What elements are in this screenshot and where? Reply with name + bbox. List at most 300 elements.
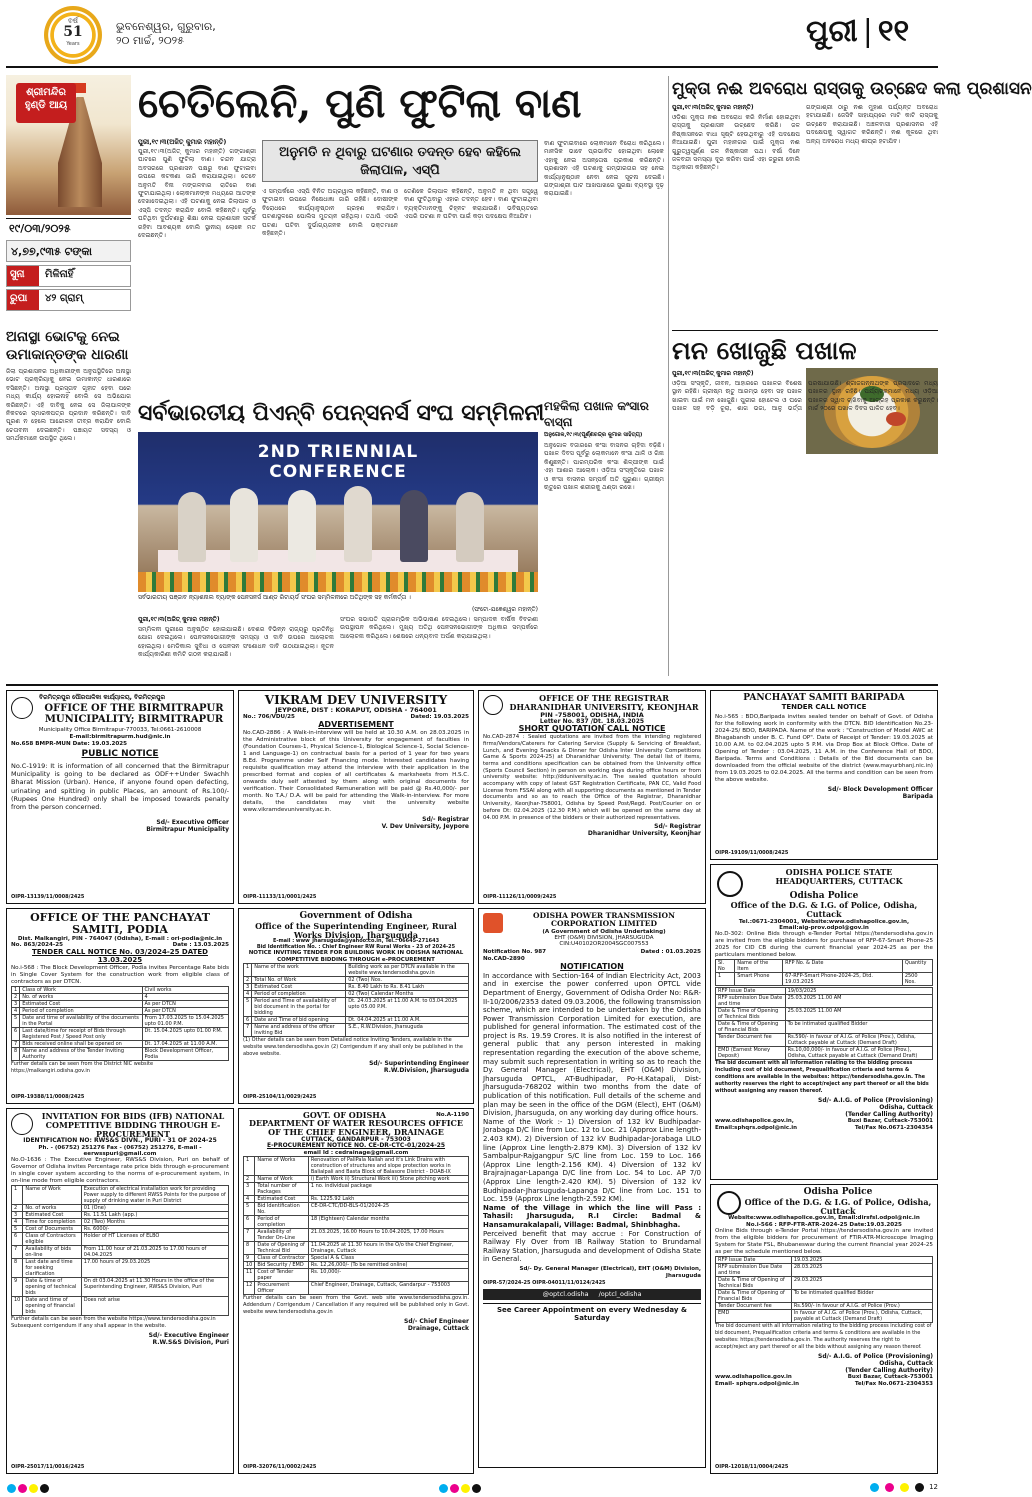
- optcl-social-bar: [483, 1289, 701, 1300]
- cyan-dot: [439, 1484, 448, 1493]
- police1-office: Odisha Police: [789, 890, 859, 901]
- police1-table: [715, 987, 933, 1060]
- magenta-dot: [885, 1483, 894, 1492]
- podia-row: [12, 1040, 229, 1047]
- story2-byline: ପୁରୀ,୧୯।୩(ଅଜିତ୍ କୁମାର ମହାନ୍ତି): [672, 104, 754, 111]
- jharsuguda-cell: Period and Time of availability of bid document in the portal for bidding: [252, 997, 346, 1016]
- rwss-table: [11, 1185, 229, 1316]
- vikram-heading: ADVERTISEMENT: [318, 720, 394, 730]
- person-1: [178, 492, 206, 562]
- drainage-foot: Further details can be seen from the Govt. web site www.tendersodisha.gov.in. Addendum / Corrigendum / Cancellation if any required will be published only in Govt. website www.tendersodisha.gov.in: [243, 1294, 469, 1315]
- jharsuguda-cell: Dt. 04.04.2025 at 11.00 A.M.: [346, 1016, 469, 1023]
- rwss-cell: Name of Work: [23, 1186, 81, 1205]
- podia-row: [12, 993, 229, 1000]
- police1-row: [716, 1008, 933, 1021]
- lead-headline: ଚେତିଲେନି, ପୁଣି ଫୁଟିଲା ବାଣ: [138, 80, 582, 127]
- police1-cell: RFP Issue Date: [716, 988, 786, 995]
- optcl-career-banner: See Career Appointment on every Wednesday & Saturday: [483, 1303, 701, 1322]
- drainage-table: [243, 1156, 469, 1295]
- story3-column: ଜିଲା ପ୍ରଶାସନର ଅଧିକାରୀଙ୍କ ଅନୁପସ୍ଥିତିରେ ଅନାସ୍ଥା ଭୋଟ ପ୍ରକ୍ରିୟାକୁ ନେଇ ଉମାକାନ୍ତ ଧାରଣାରେ ବସିଛନ୍ତି। ଅନାସ୍ଥା ପ୍ରସ୍ତାବ ଗୃହୀତ ହେବା ପରେ ମଧ୍ୟ କାର୍ଯ୍ୟ ହୋଇନାହିଁ ବୋଲି ସେ ଅଭିଯୋଗ କରିଛନ୍ତି। ଏହି ଦାବିକୁ ନେଇ ସେ ଜିଲାପାଳଙ୍କ ନିକଟରେ ସ୍ମାରକପତ୍ର ପ୍ରଦାନ କରିଛନ୍ତି। ଦାବି ପୂରଣ ନ ହେଲେ ଆନ୍ଦୋଳନ ତୀବ୍ର କରାଯିବ ବୋଲି ଚେତାବନୀ ଦେଇଛନ୍ତି। ପଞ୍ଚାୟତ ସଦସ୍ୟ ଓ ସମର୍ଥକମାନେ ଉପସ୍ଥିତ ଥିଲେ।: [6, 368, 131, 443]
- jharsuguda-cell: Dt. 24.03.2025 at 11.00 A.M. to 03.04.2025 upto 05.00 P.M.: [346, 997, 469, 1016]
- story6-column: ଓଡ଼ିଆ ସଂସ୍କୃତି, ଜୀବନ, ଆହାରରେ ପଖାଳର ବିଶେଷ ସ୍ଥାନ ରହିଛି। ଗ୍ରୀଷ୍ମ ଋତୁ ଆରମ୍ଭ ହେବା ସହ ପଖାଳ ଖାଇବା ପାଇଁ ମନ ଖୋଜୁଛି। ପୁରୀର ହୋଟେଲ ଓ ଘରେ ପଖାଳ ସହ ବଡ଼ି ଚୂରା, ଶାଗ ଭଜା, ଆଳୁ ଭର୍ତ୍ତା ପରଷାଯାଉଛି। ଶ୍ରୀଜଗନ୍ନାଥଙ୍କ ପ୍ରସାଦରେ ମଧ୍ୟ ପଖାଳର ସ୍ଥାନ ରହିଛି। ପର୍ଯ୍ୟଟକମାନେ ମଧ୍ୟ ଓଡ଼ିଆ ପଖାଳର ସ୍ୱାଦ ଚାଖିବାକୁ ଆଗ୍ରହ ପ୍ରକାଶ କରୁଛନ୍ତି। ମାର୍ଚ୍ଚ ୨୦ରେ ପଖାଳ ଦିବସ ପାଳିତ ହେବ।: [672, 380, 938, 413]
- podia-cell: 6: [12, 1027, 20, 1040]
- story2-column-1: ଓଡ଼ିଶା ମୁକ୍ତା ନଈ ଅବରୋଧ କରି ନିର୍ମାଣ ହୋଇଥିବା ରାସ୍ତାକୁ ପ୍ରଶାସନ ଉଚ୍ଛେଦ କରିଛି। ଜଳ ନିଷ୍କାସନରେ ବାଧା ସୃଷ୍ଟି ହେଉଥିବାରୁ ଏହି ପଦକ୍ଷେପ ନିଆଯାଇଛି। ପୁରୀ ମହାନଗର ପାଇଁ ମୁକ୍ତା ନଈ ଗୁରୁତ୍ୱପୂର୍ଣ୍ଣ ଜଳ ନିଷ୍କାସନ ପଥ। ବର୍ଷା ଦିନେ ଜଳବନ୍ଦୀ ସମସ୍ୟା ଦୂର କରିବା ପାଇଁ ଏହା ଜରୁରୀ ବୋଲି ଅଧିକାରୀ କହିଛନ୍ତି।: [672, 114, 800, 172]
- police2-tel: Tel/Fax No.0671-2304353: [854, 1380, 933, 1387]
- masthead: [0, 0, 945, 64]
- rwss-row: [12, 1186, 229, 1205]
- police2-sign3: (Tender Calling Authority): [845, 1366, 933, 1374]
- podia-heading: TENDER CALL NOTICE No. 03/2024-25 DATED 13.03.2025: [32, 948, 208, 965]
- section-label: ପୁରୀ | ୧୧: [806, 14, 910, 49]
- lead-byline: ପୁରୀ,୧୯।୩(ଅଜିତ୍ କୁମାର ମହାନ୍ତି): [138, 138, 227, 146]
- drainage-cell: Name of Works: [255, 1156, 308, 1175]
- podia-cell: Period of completion: [20, 1007, 142, 1014]
- ad-optcl: [478, 908, 706, 1468]
- story5-column: ଅନୁଗୋଳ ବଜାରରେ କଂସା ବାସନର ଚାହିଦା ବଢ଼ିଛି। ପଖାଳ ଦିବସ ପୂର୍ବରୁ ଲୋକମାନେ କଂସା ଥାଳି ଓ ଗିନା କିଣୁଛନ୍ତି। ପାରମ୍ପରିକ କଂସା ଶିଳ୍ପୀଙ୍କ ପାଇଁ ଏହା ଆଶାର ଆଲୋକ। ଓଡ଼ିଆ ସଂସ୍କୃତିରେ ପଖାଳ ଓ କଂସା ବାସନର ସମ୍ପର୍କ ଅତି ପୁରୁଣା। ଗ୍ରୀଷ୍ମ ଋତୁରେ ପଖାଳ ଶରୀରକୁ ଥଣ୍ଡା ରଖେ।: [544, 442, 664, 492]
- police1-cell: 19/03/2025: [785, 988, 932, 995]
- police2-row: [716, 1276, 933, 1289]
- gold-value: ମିଳିନାହିଁ: [45, 269, 74, 280]
- story5-headline: ମହକିଲା ପଖାଳ କଂସାର ବାସ୍ନା: [544, 399, 649, 429]
- jharsuguda-cell: Estimated Cost: [252, 983, 346, 990]
- person-6: [456, 492, 484, 562]
- rwss-cell: Class of Contractors eligible: [23, 1233, 81, 1246]
- jharsuguda-cell: 1: [244, 963, 252, 976]
- rwss-cell: 1: [12, 1186, 23, 1205]
- podia-cell: Estimated Cost: [20, 1000, 142, 1007]
- rwss-row: [12, 1219, 229, 1226]
- drainage-row: [244, 1254, 469, 1261]
- gold-row: [6, 265, 131, 287]
- drainage-row: [244, 1156, 469, 1175]
- jharsuguda-row: [244, 983, 469, 990]
- podia-row: [12, 986, 229, 993]
- police1-body: No.D-302: Online Bids through e-Tender Portal https://tendersodisha.gov.in are invited from the eligible bidders for purchase of RFP-67-Smart Phone-25 2025 for CID CB during the current financial year 2024-25 as per the particulars mentioned below.: [715, 931, 933, 959]
- optcl-body: In accordance with Section-164 of Indian Electricity Act, 2003 and in exercise the power conferred upon OPTCL vide Department of Energy, Government of Odisha Order No: R&R-II-10/2006/2353 dated 09.03.2006, the following transmission scheme, which are intended to be undertaken by the Odisha Power Transmission Corporation Limited for execution, are published for general information. The estimated cost of the project is Rs. 19.59 Crores. It is also notified in the interest of general public that any person interested in making representation regarding the execution of the above scheme, may submit such representation in writing so as to reach the Dy. General Manager (Electrical), EHT (O&M) Division, Jharsuguda OPTCL, AT-Budhipadar, Po-H.Katapali, Dist-Jharsuguda-768202 within two months from the date of publication of this notification. Full details of the scheme and plan may be seen in the office of the DGM (Elect), EHT (O&M) Division, Jharsuguda, on any working day during office hours.: [483, 971, 701, 1118]
- rwss-cell: Date & time of opening of technical bids: [23, 1278, 81, 1297]
- rwss-emblem-icon: [11, 1113, 33, 1135]
- police1-cell: Tender Document fee: [716, 1034, 786, 1047]
- dharanidhar-body: No.CAD-2874 : Sealed quotations are invited from the intending registered firms/Vendors/Caterers for Catering Service (Supply & Servicing of Breakfast, Lunch, and Evening Snacks & Dinner for Odisha Inter University Competitions Game & Sports 2024-25) at Dharanidhar University. The detail list of items, terms and conditions specification can be obtained from the University office (Sports Council Section) in person on working days during office hours or from university website: http://dduniversity.ac.in. The sealed quotation should accompany with copy of latest GST Registration Certificate, PAN CC, Valid Food License from FSSAI along with all supporting documents as mentioned in Tender documents and so as to reach the Office of the Registrar, Dharanidhar University, Keonjhar-758001, Odisha by Speed Post/Regd. Post/Courier on or before Dt: 02.04.2025 (12.30 P.M.) which will be opened on the same day at 04.00 P.M. in presence of the bidders or their authorized representatives.: [483, 734, 701, 821]
- police2-cell: Tender Document fee: [716, 1302, 792, 1309]
- optcl-benefit: Perceived benefit that may accrue : For Construction of Railway Fly Over from IB Railway Station to Brundamal Railway Station, Jharsuguda and development of Odisha State in General.: [483, 1229, 701, 1264]
- rwss-cell: Rs. 11.51 Lakh (app.): [81, 1212, 228, 1219]
- drainage-cell: 11: [244, 1268, 255, 1281]
- drainage-code: OIPR-32076/11/0002/2425: [243, 1464, 317, 1470]
- person-5: [400, 490, 428, 562]
- podia-row: [12, 1000, 229, 1007]
- jharsuguda-title: Government of Odisha: [299, 911, 413, 921]
- drainage-sign: Sd/- Chief Engineer: [404, 1317, 469, 1325]
- drainage-row: [244, 1175, 469, 1182]
- rwss-cell: Last date and time for seeking clarification: [23, 1259, 81, 1278]
- drainage-cell: Chief Engineer, Drainage, Cuttack, Gandarpur - 753003: [308, 1281, 468, 1294]
- birmitrapur-code: OIPR-13139/11/0008/2425: [11, 894, 85, 900]
- silver-row: [6, 289, 131, 311]
- drainage-cell: 5: [244, 1202, 255, 1215]
- podia-date: Date : 13.03.2025: [172, 942, 229, 949]
- optcl-ref: Notification No. 987: [483, 948, 546, 955]
- optcl-work: Name of the Work :- 1) Diversion of 132 kV Budhipadar-Jorabaga D/C line from Loc. 12 to Loc. 21 (Approx Line length-2.403 KM). 2) Diversion of 132 kV Budhipadar-Jorabaga LILO line (Approx Line length-2.879 KM). 3) Diversion of 132 kV Sambalpur-Rajgangpur S/C line from Loc. 159 to Loc. 166 (Approx Line length-2.156 KM). 4) Diversion of 132 kV Brajrajnagar-Lapanga D/C line from Loc. 54 to Loc. AP 7/0 (Approx Line length-2.420 KM). 5) Diversion of 132 kV Budhipadar-Jharsuguda-Lapanga D/C line from Loc. 151 to Loc. 159 (Approx Line length-2.592 KM).: [483, 1117, 701, 1204]
- optcl-code: OIPR-57/2024-25 OIPR-04011/11/0124/2425: [483, 1279, 606, 1286]
- person-2: [230, 488, 258, 562]
- police1-item-cell: 2500 Nos.: [902, 973, 932, 986]
- jharsuguda-cell: 5: [244, 997, 252, 1016]
- drainage-cell: Procurement Officer: [255, 1281, 308, 1294]
- police1-item-cell: Name of the Item: [735, 960, 783, 973]
- jharsuguda-table: [243, 963, 469, 1037]
- podia-cell: Block Development Officer, Podia: [142, 1047, 228, 1060]
- lead-divider: [668, 76, 669, 676]
- police2-cell: RFP submission Due Date and time: [716, 1263, 792, 1276]
- police1-item-cell: Smart Phone: [735, 973, 783, 986]
- vikram-ref: No.: 706/VDU/25: [243, 714, 295, 721]
- dharanidhar-sub: PIN -758001, ODISHA, INDIA: [540, 710, 644, 719]
- police2-webemail: Email- sphqrs.odpol@nic.in: [715, 1380, 800, 1387]
- drainage-cell: Bid Identification No.: [255, 1202, 308, 1215]
- baripada-sign: Sd/- Block Development Officer: [827, 785, 933, 793]
- birmitrapur-body: No.C-1919: It is information of all concerned that the Birmitrapur Municipality is going to be declared as ODF++Under Swachh Bharat Mission (Urban). Hence, if anyone found open defecting, urinating and spitting in public Places, an amount of Rs.100/- (Rupees One Hundred) only shall be imposed towards penalty from the person concerned.: [11, 761, 229, 811]
- optcl-title: ODISHA POWER TRANSMISSION CORPORATION LIMITED: [533, 911, 675, 929]
- optcl-heading: NOTIFICATION: [560, 961, 624, 971]
- seal-icon: [11, 697, 33, 719]
- baripada-sign2: Baripada: [902, 792, 933, 800]
- jharsuguda-row: [244, 1016, 469, 1023]
- podia-title: OFFICE OF THE PANCHAYAT SAMITI, PODIA: [30, 911, 210, 937]
- vikram-sign: Sd/- Registrar: [422, 816, 469, 824]
- badge-number: 51: [63, 24, 83, 40]
- drainage-row: [244, 1228, 469, 1241]
- drainage-cell: 18 (Eighteen) Calendar months: [308, 1215, 468, 1228]
- drainage-cell: 2: [244, 1175, 255, 1182]
- color-marks-center: [438, 1478, 482, 1497]
- lead-column-1: ପୁରୀ,୧୯।୩(ଅଜିତ୍ କୁମାର ମହାନ୍ତି) ଗଙ୍ଗାଶ୍ରୀ ଘାଟରେ ପୁଣି ଫୁଟିଲା ବାଣ। ଚନ୍ଦନ ଯାତ୍ରା ଅବସରରେ ପ୍ରଶାସନ ପକ୍ଷରୁ ବାଣ ଫୁଟାଇବା ଉପରେ କଟକଣା ଜାରି କରାଯାଇଥିଲା। ତେବେ ଅନୁମତି ବିନା ମଙ୍ଗଳବାର ରାତିରେ ବାଣ ଫୁଟାଯାଇଥିଲା। ଲୋକମାନଙ୍କ ମଧ୍ୟରେ ଆତଙ୍କ ଦେଖାଦେଇଥିଲା। ଏହି ଘଟଣାକୁ ନେଇ ଜିଲାପାଳ ଓ ଏସ୍‌ପି ତଦନ୍ତ କରାଯିବ ବୋଲି କହିଛନ୍ତି। ପୂର୍ବରୁ ଘଟିଥିବା ଦୁର୍ଘଟଣାରୁ ଶିକ୍ଷା ନେଇ ପ୍ରଶାସନ ସତର୍କ ରହିବା ଆବଶ୍ୟକ ବୋଲି ସ୍ଥାନୀୟ ଲୋକେ ମତ ଦେଇଛନ୍ତି।: [138, 148, 256, 240]
- jharsuguda-cell: 6: [244, 1016, 252, 1023]
- police1-cell: Date & Time of Opening of Technical Bids: [716, 1008, 786, 1021]
- police1-cell: RFP submission Due Date and time: [716, 995, 786, 1008]
- drainage-ref: No.A-1190: [436, 1112, 469, 1118]
- baripada-body: No.i-565 : BDO,Baripada invites sealed tender on behalf of Govt. of Odisha for the following work in conformity with the DTCN. BID Identification No.23-2024-25/ BDO, BARIPADA. Name of the work : "Construction of Model AWC at Bhagabandh under B. C. Fund OP". Date of Receipt of Tender: 19.03.2025 at 10.00 A.M. to 02.04.2025 upto 5 P.M. via Drop Box at Block Office. Date of Opening of Tender : 03.04.2025, 11 A.M. in the Conference Hall of BDO, Baripada. Terms and Conditions : Details of the Bid documents can be downloaded from the official website of the district (www.mayurbhanj.nic.in) from 19.03.2025 to 02.04.2025. All the terms and condition can be seen from the above website.: [715, 713, 933, 783]
- police1-cell: Date & Time of Opening of Financial Bids: [716, 1021, 786, 1034]
- ad-police-2: [710, 1184, 938, 1474]
- rwss-cell: 02 (Two) Months: [81, 1219, 228, 1226]
- podia-cell: 4: [12, 1007, 20, 1014]
- drainage-cell: 1 no. individual package: [308, 1182, 468, 1195]
- police2-addr: Buxi Bazar, Cuttack-753001: [847, 1373, 933, 1380]
- lead-column-3: ତେଣିକେ ଜିଲାପାଳ କହିଛନ୍ତି, ଅନୁମତି ନ ଥିବା ସତ୍ତ୍ୱେ ବାଣ ଫୁଟିଥିବାରୁ ଏହାର ତଦନ୍ତ ହେବ। ବାଣ ଫୁଟାଇଥିବା ବ୍ୟକ୍ତିମାନଙ୍କୁ ଚିହ୍ନଟ କରାଯାଉଛି। ଭବିଷ୍ୟତରେ ଏପରି ଘଟଣା ନ ଘଟିବା ପାଇଁ କଡ଼ା ପଦକ୍ଷେପ ନିଆଯିବ।: [404, 188, 538, 221]
- donation-amount: ୪,୭୭,୯୩୫ ଟଙ୍କା: [6, 240, 131, 262]
- police2-body: Online Bids through e-Tender Portal https://tendersodisha.gov.in are invited from the eligible bidders for procurement of FTIR-ATR-Microscope Imaging System for State FSL, Bhubaneswar during the current financial year 2024-25 as per the schedule mentioned below.: [715, 1227, 933, 1255]
- podia-foot: Further details can be seen from the District NIC website https://malkangiri.odisha.gov.in: [11, 1060, 154, 1074]
- black-dot: [40, 1484, 49, 1493]
- birmitrapur-email: E-mail:birmitrapurm.hud@nic.in: [69, 734, 171, 740]
- police1-item-row: [716, 960, 933, 973]
- police2-cell: Date & Time of Opening of Technical Bids: [716, 1276, 792, 1289]
- podia-cell: Name and address of the Tender Inviting Authority: [20, 1047, 142, 1060]
- magenta-dot: [450, 1484, 459, 1493]
- police1-webemail: Email:sphqrs.odpol@nic.in: [715, 1125, 798, 1132]
- masthead-rule: [6, 66, 938, 68]
- ad-rwss: [6, 1108, 234, 1474]
- rwss-cell: 2: [12, 1205, 23, 1212]
- police1-sign2: Odisha, Cuttack: [879, 1104, 933, 1112]
- podia-cell: 4: [142, 993, 228, 1000]
- rwss-contact: Ph. - (06752) 251276 Fax - (06752) 251276, E-mail - eerwsspuri@gmail.com: [38, 1144, 202, 1158]
- rwss-cell: From 11.00 hour of 21.03.2025 to 17.00 hours of 04.04.2025: [81, 1246, 228, 1259]
- drainage-cell: 9: [244, 1254, 255, 1261]
- podia-table: [11, 986, 229, 1061]
- podia-cell: Last date/time for receipt of Bids through Registered Post / Speed Post only: [20, 1027, 142, 1040]
- jharsuguda-cell: 4: [244, 990, 252, 997]
- badge-top-text: ଵର୍ଷ: [68, 17, 78, 25]
- rwss-row: [12, 1212, 229, 1219]
- police2-cell: 29.03.2025: [791, 1276, 932, 1289]
- vikram-sub: JEYPORE, DIST : KORAPUT, ODISHA - 764001: [275, 706, 437, 715]
- drainage-row: [244, 1281, 469, 1294]
- police2-web: www.odishapolice.gov.in: [715, 1373, 792, 1380]
- police1-row: [716, 988, 933, 995]
- university-logo-icon: [483, 695, 503, 715]
- ad-vikram-dev: [238, 690, 474, 904]
- jharsuguda-cell: 7: [244, 1023, 252, 1036]
- podia-cell: Dt. 17.04.2025 at 11.00 A.M.: [142, 1040, 228, 1047]
- jharsuguda-row: [244, 990, 469, 997]
- jharsuguda-row: [244, 1023, 469, 1036]
- drainage-cell: Special A & Class: [308, 1254, 468, 1261]
- temple-donation-box: [6, 75, 131, 323]
- police2-code: OIPR-12018/11/0004/2425: [715, 1464, 789, 1470]
- police2-contact: Website:www.odishapolice.gov.in, Email:dirsfsl.odpol@nic.in: [728, 1215, 920, 1222]
- drainage-cell: Cost of Tender paper: [255, 1268, 308, 1281]
- rwss-row: [12, 1259, 229, 1278]
- jharsuguda-cell: Name of the work: [252, 963, 346, 976]
- drainage-cell: i) Earth Work ii) Structural Work iii) Stone pitching work: [308, 1175, 468, 1182]
- drainage-row: [244, 1241, 469, 1254]
- podia-cell: 8: [12, 1047, 20, 1060]
- drainage-cell: Rs. 10,000/-: [308, 1268, 468, 1281]
- jharsuguda-bid: Bid Identification No. : Chief Engineer RW Rural Works - 23 of 2024-25: [256, 943, 456, 950]
- silver-value: ୪୨ ଗ୍ରାମ୍: [45, 293, 83, 304]
- jharsuguda-code: OIPR-25104/11/0029/2425: [243, 1094, 317, 1100]
- vikram-sign2: V. Dev University, Jeypore: [381, 823, 469, 831]
- rwss-ident: IDENTIFICATION NO: RWS&S DIVN., PURI - 31 OF 2024-25: [23, 1137, 217, 1145]
- police1-cell: Rs.10,00,000/- in favour of A.I.G. of Police (Prov.), Odisha, Cuttack payable at Cuttack (Demand Draft): [785, 1047, 932, 1060]
- drainage-cell: 21.03.2025, 16.00 Hours to 10.04.2025, 17.00 Hours: [308, 1228, 468, 1241]
- podia-cell: 1: [12, 986, 20, 993]
- dateline-day: ଭୁବନେଶ୍ୱର, ଗୁରୁବାର,: [116, 20, 216, 33]
- podia-body: No.i-568 : The Block Development Officer, Podia invites Percentage Rate bids in Single Cover System for the construction work from eligible class of contractors as per DTCN.: [11, 964, 229, 985]
- podia-cell: Class of Work: [20, 986, 142, 993]
- police1-office2: Office of the D.G. & I.G. of Police, Odisha, Cuttack: [730, 900, 918, 920]
- drainage-cell: Estimated Cost: [255, 1195, 308, 1202]
- birmitrapur-sign: Sd/- Executive Officer: [156, 819, 229, 827]
- photo-caption: [138, 594, 538, 602]
- dharanidhar-sign2: Dharanidhar University, Keonjhar: [587, 830, 701, 838]
- ad-baripada: [710, 690, 938, 860]
- lead-column-4: ବାଣ ଫୁଟାଇବାରେ ଲୋକମାନେ ବିରୋଧ କରିଥିଲେ। ମାନସିକ ଭାବେ ପ୍ରଭାବିତ ହୋଇଥିବା ଲୋକେ ଏହାକୁ ନେଇ ଅସନ୍ତୋଷ ପ୍ରକାଶ କରିଛନ୍ତି। ପ୍ରଶାସନ ଏହି ଘଟଣାକୁ ଗମ୍ଭୀରତାର ସହ ନେଇ କାର୍ଯ୍ୟାନୁଷ୍ଠାନ ନେବା ନେଇ ସୂଚନା ଦେଇଛି। ଗଙ୍ଗାଶ୍ରୀ ଘାଟ ଆଖପାଖରେ ସୁରକ୍ଷା ବ୍ୟବସ୍ଥା ଦୃଢ଼ କରାଯାଇଛି।: [544, 140, 664, 198]
- police1-cell: 25.03.2025 11.00 AM: [785, 995, 932, 1008]
- jharsuguda-row: [244, 997, 469, 1016]
- drainage-sign2: Drainage, Cuttack: [407, 1324, 469, 1332]
- jharsuguda-heading: NOTICE INVITING TENDER FOR BUILDING WORK IN ODISHA NATIONAL COMPETITIVE BIDDING THROUGH e-PROCUREMENT: [248, 950, 464, 963]
- drainage-row: [244, 1268, 469, 1281]
- rwss-cell: 01 (One): [81, 1205, 228, 1212]
- podia-cell: Civil works: [142, 986, 228, 993]
- jharsuguda-cell: Total No. of Work: [252, 976, 346, 983]
- yellow-dot: [900, 1483, 909, 1492]
- drainage-row: [244, 1202, 469, 1215]
- police1-tel: Tel/Fax No.0671-2304354: [854, 1125, 933, 1132]
- drainage-cell: Bid Security / EMD: [255, 1261, 308, 1268]
- drainage-cell: Period of completion: [255, 1215, 308, 1228]
- rwss-sign2: R.W.S&S Division, Puri: [152, 1339, 229, 1347]
- police2-row: [716, 1289, 933, 1302]
- dharanidhar-title: OFFICE OF THE REGISTRAR DHARANIDHAR UNIVERSITY, KEONJHAR: [509, 693, 699, 712]
- rwss-cell: Execution of electrical installation work for providing Power supply to different RWSS Points for the purpose of supply of drinking water in Puri District: [81, 1186, 228, 1205]
- rwss-cell: Availability of bids on-line: [23, 1246, 81, 1259]
- vikram-date: Dated: 19.03.2025: [410, 714, 469, 721]
- police1-item-table: [715, 959, 933, 986]
- jharsuguda-cell: Building work as per DTCN available in the website www.tendersodisha.gov.in: [346, 963, 469, 976]
- podia-row: [12, 1027, 229, 1040]
- jharsuguda-title2: Office of the Superintending Engineer, Rural Works Division, Jharsuguda: [255, 920, 457, 940]
- optcl-villages: Name of the Village in which the line will Pass : Tahasil: Jharsuguda, R.I Circle: Badmal & Hansamurakalapali, Village: Badmal, Shinbhagha.: [483, 1203, 701, 1229]
- jharsuguda-row: [244, 976, 469, 983]
- drainage-cell: 4: [244, 1195, 255, 1202]
- drainage-heading: E-PROCUREMENT NOTICE NO. CE-DR-CTC-01/2024-25: [266, 1142, 446, 1150]
- jharsuguda-cell: Period of completion: [252, 990, 346, 997]
- rwss-body: No.O-1636 : The Executive Engineer, RWS&S Division, Puri on behalf of Governor of Odisha invites Percentage rate price bids through e-procurement in single cover system according to the norms of e-procurement system, in on-line mode from eligible contractors.: [11, 1157, 229, 1185]
- drainage-cell: Renovation of PaliPala Nallah and it's Link Drains with construction of structures and slope protection works in Balialpali and Basta Block of Balasore District - DOAB-IX: [308, 1156, 468, 1175]
- optcl-date: Dated : 01.03.2025: [640, 948, 701, 955]
- police1-foot: The bid document with all information relating to the bidding process including cost of bid document, Prequalification criteria and terms & conditions are available in the websites: https://tendersodisha.gov.in. The authority reserves the right to accept/reject any part thereof or all the bids without assigning any reason thereof.: [715, 1060, 929, 1095]
- police1-row: [716, 1034, 933, 1047]
- section-name: ପୁରୀ: [806, 14, 858, 49]
- podia-cell: As per DTCN: [142, 1000, 228, 1007]
- optcl-social-handle-2: /optcl_odisha: [598, 1289, 642, 1298]
- podia-cell: As per DTCN: [142, 1007, 228, 1014]
- baripada-title: PANCHAYAT SAMITI BARIPADA: [743, 693, 905, 703]
- rwss-sign: Sd/- Executive Engineer: [148, 1332, 229, 1340]
- police1-addr: Buxi Bazar, Cuttack-753001: [847, 1118, 933, 1125]
- yellow-dot: [29, 1484, 38, 1493]
- podia-cell: 3: [12, 1000, 20, 1007]
- police2-ref: No.i-566 : RFP-FTR-ATR-2024-25 Date:19.03.2025: [746, 1221, 902, 1228]
- police2-cell: To be intimated qualified Bidder: [791, 1289, 932, 1302]
- police2-office2: Office of the D.G. & I.G. of Police, Odisha, Cuttack: [744, 1196, 932, 1216]
- cyan-dot: [7, 1484, 16, 1493]
- jharsuguda-cell: 2: [244, 976, 252, 983]
- optcl-social-handle-1: @optcl.odisha: [542, 1289, 589, 1298]
- police2-row: [716, 1302, 933, 1309]
- yellow-dot: [461, 1484, 470, 1493]
- drainage-cell: 6: [244, 1215, 255, 1228]
- story4-byline: ପୁରୀ,୧୯।୩(ଅଜିତ୍ କୁମାର ମହାନ୍ତି): [138, 616, 220, 623]
- jharsuguda-cell: Date and Time of bid opening: [252, 1016, 346, 1023]
- rwss-cell: 17.00 hours of 29.03.2025: [81, 1259, 228, 1278]
- story5-byline: ଅନୁଗୋଳ,୧୯।୩(ପୂର୍ଣ୍ଣଚନ୍ଦ୍ର କୁମାର ସାହିତ୍ୟ): [544, 432, 643, 438]
- rwss-cell: Cost of Documents: [23, 1226, 81, 1233]
- anniversary-badge: [44, 6, 102, 64]
- drainage-cell: Date of Opening of Technical Bid: [255, 1241, 308, 1254]
- footer-page-number: 12: [929, 1483, 938, 1491]
- temple-banner: ଶ୍ରୀମନ୍ଦିର ହୁଣ୍ଡି ଆୟ: [16, 83, 76, 123]
- story4-column-2: ସଂଘର ସଭାପତି ପ୍ରାରମ୍ଭିକ ଅଭିଭାଷଣ ଦେଇଥିଲେ। ସମ୍ପାଦକ ବାର୍ଷିକ ବିବରଣୀ ଉପସ୍ଥାପନ କରିଥିଲେ। ମୁଖ୍ୟ ଅତିଥି ପେନସନଭୋଗୀଙ୍କ ଅଧିକାର ସମ୍ପର୍କରେ ଆଲୋଚନା କରିଥିଲେ। ଶେଷରେ ଧନ୍ୟବାଦ ଅର୍ପଣ କରାଯାଇଥିଲା।: [340, 616, 538, 640]
- podia-ref: No. 863/2024-25: [11, 942, 63, 949]
- ad-police-1: [710, 864, 938, 1180]
- drainage-cell: 12: [244, 1281, 255, 1294]
- police2-cell: RFP Issue Date: [716, 1256, 792, 1263]
- jharsuguda-cell: 3: [244, 983, 252, 990]
- black-dot: [472, 1484, 481, 1493]
- jharsuguda-foot: (1) Other details can be seen from Detailed notice Inviting Tenders, available in the website www.tendersodisha.gov.in (2) Corrigendum if any shall only be published in the above website.: [243, 1036, 463, 1057]
- optcl-logo-icon: [483, 913, 503, 933]
- story2-column-2: ଗଙ୍ଗାଶ୍ରୀ ଠାରୁ ନଈ ମୁହାଣ ପର୍ଯ୍ୟନ୍ତ ଅବରୋଧ ହଟାଯାଇଛି। ଜେସିବି ସାହାଯ୍ୟରେ ମାଟି କାଟି ରାସ୍ତାକୁ ଉଚ୍ଛେଦ କରାଯାଇଛି। ଅଞ୍ଚଳବାସୀ ପ୍ରଶାସନର ଏହି ପଦକ୍ଷେପକୁ ସ୍ୱାଗତ କରିଛନ୍ତି। ନଈ କୂଳରେ ଥିବା ଅନ୍ୟ ଅବରୋଧ ମଧ୍ୟ ଶୀଘ୍ର ହଟାଯିବ।: [806, 104, 938, 145]
- baripada-code: OIPR-19109/11/0008/2425: [715, 850, 789, 856]
- police1-email: Email:aig-prov.odpol@gov.in: [779, 925, 869, 932]
- magenta-dot: [18, 1484, 27, 1493]
- drainage-title: DEPARTMENT OF WATER RESOURCES OFFICE OF THE CHIEF ENGINEER, DRAINAGE: [249, 1118, 463, 1137]
- rwss-cell: On dt 03.04.2025 at 11.30 Hours in the office of the Superintending Engineer, RWS&S Division, Puri: [81, 1278, 228, 1297]
- drainage-cell: 8: [244, 1241, 255, 1254]
- ad-podia: [6, 908, 234, 1104]
- rwss-cell: 4: [12, 1219, 23, 1226]
- drainage-cell: 7: [244, 1228, 255, 1241]
- police2-sign: Sd/- A.I.G. of Police (Provisioning): [818, 1352, 933, 1360]
- story2-headline: ମୁକ୍ତା ନଈ ଅବରୋଧ ରାସ୍ତାକୁ ଉଚ୍ଛେଦ କଲା ପ୍ରଶାସନ: [672, 79, 1032, 99]
- optcl-cad: No.CAD-2890: [483, 955, 525, 962]
- rwss-row: [12, 1233, 229, 1246]
- lead-column-2: ଏ ସମ୍ପର୍କରେ ଏସ୍‌ପି ବିନିତ ଅଗ୍ରୱାଲ କହିଛନ୍ତି, ବାଣ ଓ ଫୁଟାଇବା ଉପରେ ନିଷେଧାଜ୍ଞା ଜାରି ରହିଛି। ଦୋଷୀଙ୍କ ବିରୋଧରେ କାର୍ଯ୍ୟାନୁଷ୍ଠାନ ଗ୍ରହଣ କରାଯିବ। ଘଟଣାସ୍ଥଳରେ ପୋଲିସ ମୁତୟନ ରହିଥିଲା। ତଥାପି ଏପରି ଘଟଣା ଘଟିବା ଦୁର୍ଭାଗ୍ୟଜନକ ବୋଲି ଭକ୍ତମାନେ କହିଛନ୍ତି।: [262, 188, 398, 238]
- jharsuguda-cell: 02 (Two) Nos.: [346, 976, 469, 983]
- jharsuguda-cell: 02 (Two) Calendar Months: [346, 990, 469, 997]
- podia-cell: 5: [12, 1014, 20, 1027]
- police1-item-cell: Quantity: [902, 960, 932, 973]
- police2-row: [716, 1256, 933, 1263]
- police1-footer-row: [715, 1118, 933, 1132]
- rwss-cell: Estimated Cost: [23, 1212, 81, 1219]
- police1-cell: EMD (Earnest Money Deposit): [716, 1047, 786, 1060]
- rwss-cell: Rs. 6000/-: [81, 1226, 228, 1233]
- jharsuguda-contact: E-mail : www_jharsuguda@yahoo.co.in, Tel.: 06645-271643: [272, 938, 440, 945]
- person-4: [344, 486, 372, 562]
- police1-cell: Rs.590/- in favour of A.I.G. of Police (Prov.), Odisha, Cuttack payable at Cuttack (Demand Draft): [785, 1034, 932, 1047]
- police2-cell: Date & Time of Opening of Financial Bids: [716, 1289, 792, 1302]
- rwss-row: [12, 1246, 229, 1259]
- drainage-govt: GOVT. OF ODISHA: [303, 1110, 386, 1120]
- black-dot: [915, 1483, 924, 1492]
- jharsuguda-cell: Rs. 8.40 Lakh to Rs. 8.41 Lakh: [346, 983, 469, 990]
- birmitrapur-title: OFFICE OF THE BIRMITRAPUR MUNICIPALITY; BIRMITRAPUR: [44, 703, 224, 725]
- person-3: [288, 490, 316, 562]
- conference-banner: 2ND TRIENNIAL CONFERENCE: [257, 442, 419, 482]
- ad-dharanidhar: [478, 690, 706, 904]
- ad-drainage: [238, 1108, 474, 1474]
- drainage-cell: 10: [244, 1261, 255, 1268]
- podia-cell: Date and time of availability of the documents in the Portal: [20, 1014, 142, 1027]
- rwss-row: [12, 1205, 229, 1212]
- drainage-cell: Availability of Tender On-Line: [255, 1228, 308, 1241]
- jharsuguda-sign2: R.W.Division, Jharsuguda: [383, 1066, 469, 1074]
- police2-cell: In favour of A.I.G. of Police (Prov.), Odisha, Cuttack, payable at Cuttack (Demand Draft): [791, 1309, 932, 1322]
- story2-rule: [672, 330, 938, 331]
- print-registration-bar: [6, 1480, 938, 1494]
- birmitrapur-sign2: Birmitrapur Municipality: [146, 826, 229, 834]
- rwss-cell: Date and time of opening of financial bids: [23, 1297, 81, 1316]
- podia-row: [12, 1007, 229, 1014]
- optcl-sub: (A Government of Odisha Undertaking): [542, 928, 666, 935]
- donation-date: ୧୯/୦୩/୨୦୨୫: [6, 218, 131, 238]
